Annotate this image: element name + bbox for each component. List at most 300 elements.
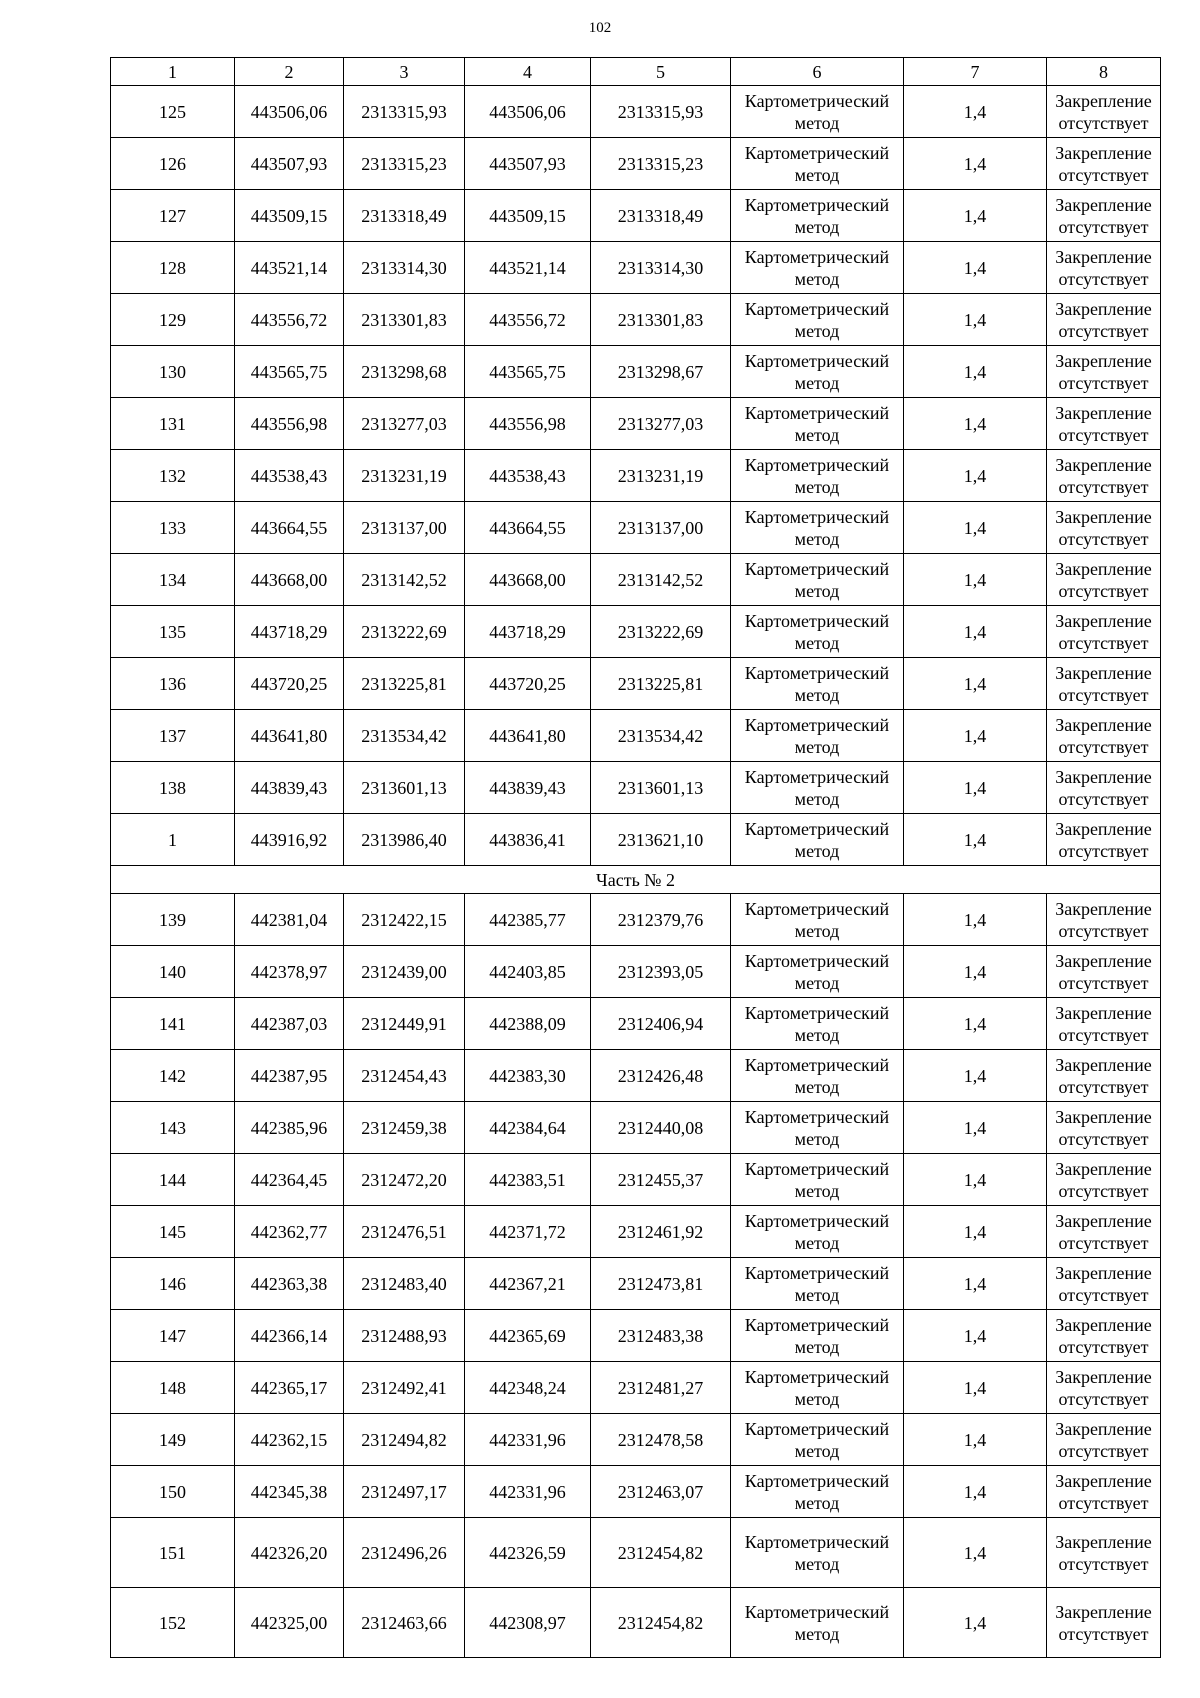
method-text: метод — [794, 788, 840, 809]
fixing-cell — [1047, 946, 1161, 998]
table-row — [111, 502, 1161, 554]
method-text: Картометрический — [744, 1418, 890, 1439]
fixing-text: отсутствует — [1058, 684, 1149, 705]
point-number-cell: 129 — [111, 294, 235, 346]
fixing-text: Закрепление — [1055, 1106, 1152, 1127]
fixing-text: отсутствует — [1058, 1336, 1149, 1357]
coord-cell: 443538,43 — [465, 450, 591, 502]
method-text: Картометрический — [744, 662, 890, 683]
point-number-cell: 128 — [111, 242, 235, 294]
fixing-text: Закрепление — [1055, 1314, 1152, 1335]
method-text: Картометрический — [744, 1601, 890, 1622]
fixing-cell — [1047, 998, 1161, 1050]
table-row — [111, 1310, 1161, 1362]
fixing-text: отсутствует — [1058, 164, 1149, 185]
coord-cell: 443668,00 — [465, 554, 591, 606]
coord-cell: 443916,92 — [235, 814, 344, 866]
coord-cell: 443506,06 — [235, 86, 344, 138]
column-header: 2 — [235, 58, 344, 86]
method-text: метод — [794, 1076, 840, 1097]
table-row — [111, 1102, 1161, 1154]
fixing-text: Закрепление — [1055, 90, 1152, 111]
coord-cell: 442385,77 — [465, 894, 591, 946]
fixing-text: Закрепление — [1055, 1054, 1152, 1075]
coord-cell: 2312463,07 — [591, 1466, 731, 1518]
precision-cell: 1,4 — [904, 1310, 1047, 1362]
method-cell — [731, 346, 904, 398]
coord-cell: 2312488,93 — [344, 1310, 465, 1362]
fixing-text: отсутствует — [1058, 1492, 1149, 1513]
method-text: метод — [794, 528, 840, 549]
method-cell — [731, 814, 904, 866]
fixing-text: отсутствует — [1058, 528, 1149, 549]
coord-cell: 2312426,48 — [591, 1050, 731, 1102]
point-number-cell: 138 — [111, 762, 235, 814]
fixing-text: Закрепление — [1055, 766, 1152, 787]
point-number-cell: 135 — [111, 606, 235, 658]
coord-cell: 2312472,20 — [344, 1154, 465, 1206]
part-label: Часть № 2 — [111, 866, 1161, 894]
fixing-text: отсутствует — [1058, 736, 1149, 757]
fixing-cell — [1047, 1050, 1161, 1102]
coord-cell: 442366,14 — [235, 1310, 344, 1362]
table-header-row — [111, 58, 1161, 86]
point-number-cell: 130 — [111, 346, 235, 398]
coord-cell: 443565,75 — [235, 346, 344, 398]
coord-cell: 442388,09 — [465, 998, 591, 1050]
coord-cell: 442308,97 — [465, 1588, 591, 1658]
table-row — [111, 894, 1161, 946]
fixing-text: Закрепление — [1055, 950, 1152, 971]
coord-cell: 2312440,08 — [591, 1102, 731, 1154]
precision-cell: 1,4 — [904, 1154, 1047, 1206]
fixing-text: Закрепление — [1055, 898, 1152, 919]
precision-cell: 1,4 — [904, 1362, 1047, 1414]
method-cell — [731, 1050, 904, 1102]
method-text: Картометрический — [744, 350, 890, 371]
precision-cell: 1,4 — [904, 554, 1047, 606]
fixing-text: отсутствует — [1058, 1180, 1149, 1201]
coord-cell: 2313298,68 — [344, 346, 465, 398]
coordinates-table — [110, 57, 1161, 1658]
fixing-text: Закрепление — [1055, 662, 1152, 683]
fixing-text: отсутствует — [1058, 1024, 1149, 1045]
method-cell — [731, 554, 904, 606]
coord-cell: 2312481,27 — [591, 1362, 731, 1414]
coord-cell: 2313225,81 — [344, 658, 465, 710]
coord-cell: 443506,06 — [465, 86, 591, 138]
fixing-cell — [1047, 554, 1161, 606]
point-number-cell: 134 — [111, 554, 235, 606]
precision-cell: 1,4 — [904, 894, 1047, 946]
method-text: Картометрический — [744, 142, 890, 163]
coord-cell: 2312492,41 — [344, 1362, 465, 1414]
coord-cell: 2312463,66 — [344, 1588, 465, 1658]
method-text: метод — [794, 632, 840, 653]
fixing-text: отсутствует — [1058, 1076, 1149, 1097]
method-cell — [731, 1206, 904, 1258]
fixing-text: отсутствует — [1058, 476, 1149, 497]
method-cell — [731, 1414, 904, 1466]
method-text: Картометрический — [744, 1366, 890, 1387]
coord-cell: 2312459,38 — [344, 1102, 465, 1154]
coord-cell: 2312476,51 — [344, 1206, 465, 1258]
coord-cell: 443718,29 — [465, 606, 591, 658]
fixing-cell — [1047, 762, 1161, 814]
fixing-text: Закрепление — [1055, 350, 1152, 371]
precision-cell: 1,4 — [904, 658, 1047, 710]
coord-cell: 2313277,03 — [591, 398, 731, 450]
method-text: метод — [794, 1440, 840, 1461]
method-cell — [731, 1258, 904, 1310]
method-text: Картометрический — [744, 246, 890, 267]
point-number-cell: 143 — [111, 1102, 235, 1154]
precision-cell: 1,4 — [904, 710, 1047, 762]
coord-cell: 2313621,10 — [591, 814, 731, 866]
coord-cell: 442384,64 — [465, 1102, 591, 1154]
coord-cell: 443509,15 — [235, 190, 344, 242]
precision-cell: 1,4 — [904, 1050, 1047, 1102]
precision-cell: 1,4 — [904, 346, 1047, 398]
point-number-cell: 133 — [111, 502, 235, 554]
fixing-cell — [1047, 1588, 1161, 1658]
method-text: Картометрический — [744, 714, 890, 735]
method-cell — [731, 1154, 904, 1206]
precision-cell: 1,4 — [904, 502, 1047, 554]
coord-cell: 442331,96 — [465, 1466, 591, 1518]
coord-cell: 442365,69 — [465, 1310, 591, 1362]
coord-cell: 2312393,05 — [591, 946, 731, 998]
fixing-cell — [1047, 606, 1161, 658]
coord-cell: 2312461,92 — [591, 1206, 731, 1258]
precision-cell: 1,4 — [904, 138, 1047, 190]
table-row — [111, 1518, 1161, 1588]
precision-cell: 1,4 — [904, 946, 1047, 998]
fixing-text: отсутствует — [1058, 372, 1149, 393]
fixing-cell — [1047, 190, 1161, 242]
fixing-cell — [1047, 502, 1161, 554]
column-header: 7 — [904, 58, 1047, 86]
coord-cell: 2312422,15 — [344, 894, 465, 946]
coord-cell: 442363,38 — [235, 1258, 344, 1310]
method-text: метод — [794, 1623, 840, 1644]
fixing-cell — [1047, 1102, 1161, 1154]
coord-cell: 2313314,30 — [344, 242, 465, 294]
table-row — [111, 1154, 1161, 1206]
method-text: метод — [794, 972, 840, 993]
coord-cell: 442387,95 — [235, 1050, 344, 1102]
method-text: Картометрический — [744, 1470, 890, 1491]
table-row — [111, 710, 1161, 762]
method-cell — [731, 762, 904, 814]
fixing-text: отсутствует — [1058, 1232, 1149, 1253]
coord-cell: 2312473,81 — [591, 1258, 731, 1310]
method-text: Картометрический — [744, 1106, 890, 1127]
column-header: 4 — [465, 58, 591, 86]
method-text: метод — [794, 736, 840, 757]
column-header: 5 — [591, 58, 731, 86]
precision-cell: 1,4 — [904, 1414, 1047, 1466]
table-row — [111, 398, 1161, 450]
table-row — [111, 762, 1161, 814]
coord-cell: 443538,43 — [235, 450, 344, 502]
coord-cell: 2313315,93 — [344, 86, 465, 138]
method-text: Картометрический — [744, 898, 890, 919]
method-text: метод — [794, 684, 840, 705]
fixing-text: Закрепление — [1055, 1470, 1152, 1491]
coord-cell: 2313301,83 — [591, 294, 731, 346]
fixing-text: Закрепление — [1055, 142, 1152, 163]
method-text: метод — [794, 164, 840, 185]
fixing-cell — [1047, 242, 1161, 294]
method-text: Картометрический — [744, 818, 890, 839]
coord-cell: 442381,04 — [235, 894, 344, 946]
precision-cell: 1,4 — [904, 190, 1047, 242]
fixing-text: Закрепление — [1055, 1262, 1152, 1283]
method-text: метод — [794, 1388, 840, 1409]
table-row — [111, 1050, 1161, 1102]
method-text: Картометрический — [744, 610, 890, 631]
fixing-cell — [1047, 1466, 1161, 1518]
fixing-text: отсутствует — [1058, 320, 1149, 341]
method-text: метод — [794, 840, 840, 861]
precision-cell: 1,4 — [904, 1258, 1047, 1310]
table-row — [111, 1362, 1161, 1414]
coord-cell: 2312478,58 — [591, 1414, 731, 1466]
coord-cell: 443507,93 — [465, 138, 591, 190]
point-number-cell: 146 — [111, 1258, 235, 1310]
fixing-text: отсутствует — [1058, 632, 1149, 653]
table-row — [111, 554, 1161, 606]
precision-cell: 1,4 — [904, 814, 1047, 866]
fixing-text: Закрепление — [1055, 506, 1152, 527]
coord-cell: 2313315,23 — [344, 138, 465, 190]
coord-cell: 2313231,19 — [591, 450, 731, 502]
coord-cell: 2313601,13 — [591, 762, 731, 814]
fixing-text: Закрепление — [1055, 818, 1152, 839]
coord-cell: 442362,15 — [235, 1414, 344, 1466]
coord-cell: 2312497,17 — [344, 1466, 465, 1518]
coord-cell: 2313986,40 — [344, 814, 465, 866]
point-number-cell: 144 — [111, 1154, 235, 1206]
method-text: метод — [794, 1492, 840, 1513]
method-text: Картометрический — [744, 950, 890, 971]
method-text: Картометрический — [744, 1054, 890, 1075]
table-row — [111, 1414, 1161, 1466]
coord-cell: 443839,43 — [235, 762, 344, 814]
coord-cell: 443720,25 — [235, 658, 344, 710]
coord-cell: 2312494,82 — [344, 1414, 465, 1466]
fixing-text: отсутствует — [1058, 972, 1149, 993]
fixing-cell — [1047, 346, 1161, 398]
coord-cell: 2313318,49 — [344, 190, 465, 242]
precision-cell: 1,4 — [904, 1466, 1047, 1518]
table-row — [111, 658, 1161, 710]
method-text: метод — [794, 320, 840, 341]
coord-cell: 443720,25 — [465, 658, 591, 710]
point-number-cell: 141 — [111, 998, 235, 1050]
coord-cell: 443664,55 — [465, 502, 591, 554]
method-text: Картометрический — [744, 454, 890, 475]
part-divider-row — [111, 866, 1161, 894]
fixing-text: отсутствует — [1058, 920, 1149, 941]
coord-cell: 2313298,67 — [591, 346, 731, 398]
coord-cell: 442364,45 — [235, 1154, 344, 1206]
precision-cell: 1,4 — [904, 294, 1047, 346]
fixing-text: Закрепление — [1055, 714, 1152, 735]
method-cell — [731, 242, 904, 294]
method-cell — [731, 1310, 904, 1362]
fixing-cell — [1047, 294, 1161, 346]
precision-cell: 1,4 — [904, 1588, 1047, 1658]
coord-cell: 443556,98 — [235, 398, 344, 450]
coord-cell: 442383,30 — [465, 1050, 591, 1102]
fixing-cell — [1047, 658, 1161, 710]
fixing-cell — [1047, 894, 1161, 946]
coord-cell: 2313534,42 — [344, 710, 465, 762]
fixing-text: Закрепление — [1055, 1210, 1152, 1231]
coord-cell: 2313231,19 — [344, 450, 465, 502]
coord-cell: 2312455,37 — [591, 1154, 731, 1206]
method-text: Картометрический — [744, 402, 890, 423]
fixing-cell — [1047, 1362, 1161, 1414]
method-text: Картометрический — [744, 1531, 890, 1552]
point-number-cell: 145 — [111, 1206, 235, 1258]
fixing-text: отсутствует — [1058, 840, 1149, 861]
coord-cell: 443668,00 — [235, 554, 344, 606]
coord-cell: 2313142,52 — [344, 554, 465, 606]
method-cell — [731, 606, 904, 658]
fixing-cell — [1047, 86, 1161, 138]
coord-cell: 2312454,43 — [344, 1050, 465, 1102]
fixing-text: отсутствует — [1058, 788, 1149, 809]
table-row — [111, 138, 1161, 190]
method-cell — [731, 86, 904, 138]
table-row — [111, 190, 1161, 242]
point-number-cell: 147 — [111, 1310, 235, 1362]
method-cell — [731, 710, 904, 762]
precision-cell: 1,4 — [904, 1102, 1047, 1154]
method-cell — [731, 894, 904, 946]
fixing-cell — [1047, 1518, 1161, 1588]
point-number-cell: 1 — [111, 814, 235, 866]
coord-cell: 2313277,03 — [344, 398, 465, 450]
fixing-text: отсутствует — [1058, 424, 1149, 445]
fixing-text: отсутствует — [1058, 1623, 1149, 1644]
coord-cell: 442371,72 — [465, 1206, 591, 1258]
point-number-cell: 131 — [111, 398, 235, 450]
method-text: Картометрический — [744, 558, 890, 579]
coord-cell: 442383,51 — [465, 1154, 591, 1206]
fixing-cell — [1047, 1206, 1161, 1258]
fixing-text: Закрепление — [1055, 1158, 1152, 1179]
fixing-text: Закрепление — [1055, 1418, 1152, 1439]
table-row — [111, 606, 1161, 658]
coord-cell: 2312449,91 — [344, 998, 465, 1050]
point-number-cell: 137 — [111, 710, 235, 762]
coord-cell: 443556,72 — [465, 294, 591, 346]
method-cell — [731, 502, 904, 554]
method-text: метод — [794, 580, 840, 601]
coord-cell: 443521,14 — [465, 242, 591, 294]
fixing-cell — [1047, 398, 1161, 450]
coord-cell: 2313137,00 — [344, 502, 465, 554]
coord-cell: 2313318,49 — [591, 190, 731, 242]
precision-cell: 1,4 — [904, 450, 1047, 502]
fixing-text: Закрепление — [1055, 298, 1152, 319]
coord-cell: 2313222,69 — [344, 606, 465, 658]
method-cell — [731, 998, 904, 1050]
method-cell — [731, 450, 904, 502]
fixing-text: отсутствует — [1058, 580, 1149, 601]
table-row — [111, 346, 1161, 398]
point-number-cell: 125 — [111, 86, 235, 138]
coord-cell: 2312379,76 — [591, 894, 731, 946]
method-text: Картометрический — [744, 194, 890, 215]
coord-cell: 442326,59 — [465, 1518, 591, 1588]
point-number-cell: 132 — [111, 450, 235, 502]
method-cell — [731, 190, 904, 242]
coord-cell: 2312483,40 — [344, 1258, 465, 1310]
method-text: Картометрический — [744, 90, 890, 111]
coord-cell: 442348,24 — [465, 1362, 591, 1414]
method-cell — [731, 398, 904, 450]
point-number-cell: 140 — [111, 946, 235, 998]
method-text: Картометрический — [744, 298, 890, 319]
precision-cell: 1,4 — [904, 398, 1047, 450]
fixing-text: отсутствует — [1058, 1440, 1149, 1461]
coord-cell: 2312483,38 — [591, 1310, 731, 1362]
fixing-cell — [1047, 710, 1161, 762]
table-row — [111, 1466, 1161, 1518]
coord-cell: 443718,29 — [235, 606, 344, 658]
fixing-text: отсутствует — [1058, 1388, 1149, 1409]
coord-cell: 2313222,69 — [591, 606, 731, 658]
method-text: Картометрический — [744, 1158, 890, 1179]
coord-cell: 442367,21 — [465, 1258, 591, 1310]
fixing-text: отсутствует — [1058, 1553, 1149, 1574]
fixing-cell — [1047, 1414, 1161, 1466]
method-text: метод — [794, 268, 840, 289]
table-row — [111, 86, 1161, 138]
coord-cell: 443556,98 — [465, 398, 591, 450]
method-text: метод — [794, 1232, 840, 1253]
method-text: метод — [794, 424, 840, 445]
table-row — [111, 998, 1161, 1050]
fixing-text: Закрепление — [1055, 454, 1152, 475]
coord-cell: 442385,96 — [235, 1102, 344, 1154]
fixing-text: Закрепление — [1055, 1601, 1152, 1622]
fixing-text: Закрепление — [1055, 402, 1152, 423]
table-row — [111, 294, 1161, 346]
coord-cell: 443641,80 — [235, 710, 344, 762]
point-number-cell: 149 — [111, 1414, 235, 1466]
coord-cell: 443565,75 — [465, 346, 591, 398]
point-number-cell: 136 — [111, 658, 235, 710]
method-text: Картометрический — [744, 506, 890, 527]
method-text: Картометрический — [744, 766, 890, 787]
table-row — [111, 814, 1161, 866]
point-number-cell: 142 — [111, 1050, 235, 1102]
fixing-cell — [1047, 1310, 1161, 1362]
fixing-cell — [1047, 138, 1161, 190]
method-text: Картометрический — [744, 1210, 890, 1231]
fixing-text: отсутствует — [1058, 1128, 1149, 1149]
method-text: метод — [794, 216, 840, 237]
coord-cell: 443556,72 — [235, 294, 344, 346]
coord-cell: 442331,96 — [465, 1414, 591, 1466]
table-row — [111, 1588, 1161, 1658]
